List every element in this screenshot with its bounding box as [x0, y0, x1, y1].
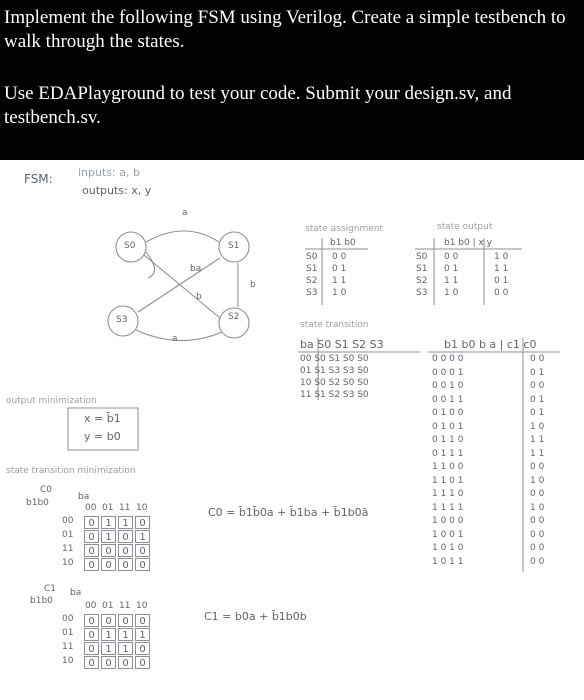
fsm-outputs: outputs: x, y: [82, 184, 152, 197]
kmap-cell: 0: [84, 558, 99, 571]
kmap-cell: 1: [118, 642, 133, 655]
kmap-col-head: 10: [136, 601, 148, 611]
truth-table-inputs: 1 0 1 1: [432, 556, 464, 567]
kmap-cell: 0: [101, 614, 116, 627]
kmap-cell: 0: [118, 656, 133, 669]
kmap-cell: 0: [84, 516, 99, 529]
edge-label-a: a: [182, 208, 188, 218]
truth-table-outputs: 0 0: [530, 354, 545, 364]
truth-table-inputs: 0 0 1 0: [432, 381, 464, 391]
kmap-col-head: 10: [136, 503, 148, 513]
truth-table-inputs: 0 0 0 0: [432, 354, 464, 364]
kmap-cell: 1: [135, 530, 150, 543]
kmap-row-head: 00: [62, 516, 74, 526]
c0-equation: C0 = b̄1b̄0a + b̄1ba + b̄1b0ā: [208, 506, 369, 519]
edge-label-a2: a: [172, 334, 178, 344]
kmap-cell: 1: [118, 628, 133, 641]
truth-table-inputs: 0 1 1 1: [432, 448, 464, 459]
kmap-c0-label: C0: [40, 485, 53, 495]
state-assignment-state: S2: [306, 276, 318, 286]
state-output-code: 0 0: [444, 252, 459, 262]
truth-table-header: b1 b0 b a | c1 c0: [444, 338, 537, 351]
truth-table-inputs: 0 1 1 0: [432, 435, 464, 445]
kmap-row-head: 00: [62, 614, 74, 624]
output-x-equation: x = b̄1: [84, 412, 121, 425]
edge-label-ba: ba: [190, 264, 202, 274]
truth-table-outputs: 0 0: [530, 543, 545, 553]
state-output-code: 0 1: [444, 264, 459, 274]
question-header: [0, 0, 584, 160]
kmap-row-head: 11: [62, 642, 74, 652]
truth-table-inputs: 0 1 0 0: [432, 408, 464, 418]
truth-table-outputs: 1 1: [530, 448, 545, 459]
handwritten-notes-image: [0, 160, 584, 700]
truth-table-inputs: 1 0 0 0: [432, 516, 464, 526]
kmap-cell: 0: [101, 656, 116, 669]
transition-min-title: state transition minimization: [6, 466, 136, 476]
kmap-col-head: 01: [102, 601, 114, 611]
kmap-cell: 0: [84, 614, 99, 627]
kmap-cell: 0: [135, 516, 150, 529]
state-assignment-code: 0 1: [332, 264, 347, 274]
kmap-cell: 0: [118, 558, 133, 571]
state-transition-row: 10 S0 S2 S0 S0: [300, 378, 369, 388]
kmap-c1-label: C1: [44, 584, 57, 594]
output-y-equation: y = b0: [84, 430, 121, 443]
truth-table-outputs: 0 1: [530, 408, 545, 418]
truth-table-outputs: 0 0: [530, 381, 545, 391]
kmap-row-head: 01: [62, 628, 74, 638]
truth-table-outputs: 1 0: [530, 421, 545, 432]
state-output-state: S3: [416, 288, 428, 298]
kmap-row-head: 01: [62, 530, 74, 540]
truth-table-outputs: 0 0: [530, 462, 545, 472]
truth-table-inputs: 1 1 0 1: [432, 475, 464, 486]
kmap-cell: 0: [84, 530, 99, 543]
state-assignment-title: state assignment: [305, 224, 384, 234]
kmap-row-head: 10: [62, 558, 74, 568]
state-assignment-code: 1 0: [332, 288, 347, 298]
kmap-cell: 0: [118, 530, 133, 543]
kmap-c1-rows-label: b1b0: [30, 596, 53, 606]
fsm-inputs: inputs: a, b: [78, 166, 140, 179]
truth-table-inputs: 0 1 0 1: [432, 421, 464, 432]
question-paragraph-2: Use EDAPlayground to test your code. Submit your design.sv, and testbench.sv.: [4, 83, 512, 128]
state-output-xy: 1 0: [494, 252, 509, 262]
state-output-state: S1: [416, 264, 428, 274]
kmap-row-head: 10: [62, 656, 74, 666]
truth-table-outputs: 0 1: [530, 367, 545, 378]
truth-table-outputs: 0 0: [530, 529, 545, 540]
state-transition-row: 11 S1 S2 S3 S0: [300, 390, 369, 400]
kmap-cell: 0: [118, 544, 133, 557]
truth-table-inputs: 0 0 1 1: [432, 394, 464, 405]
state-output-title: state output: [437, 222, 493, 232]
kmap-row-head: 11: [62, 544, 74, 554]
kmap-cell: 0: [84, 642, 99, 655]
kmap-cell: 1: [101, 628, 116, 641]
kmap-cell: 1: [101, 516, 116, 529]
state-output-code: 1 1: [444, 276, 459, 286]
state-assignment-state: S1: [306, 264, 318, 274]
kmap-cell: 0: [135, 642, 150, 655]
truth-table-outputs: 0 0: [530, 516, 545, 526]
truth-table-outputs: 1 1: [530, 435, 545, 445]
fsm-label: FSM:: [24, 172, 53, 186]
state-output-xy: 1 1: [494, 264, 509, 274]
state-transition-row: 01 S1 S3 S3 S0: [300, 366, 369, 376]
truth-table-outputs: 0 0: [530, 556, 545, 567]
state-assignment-code: 1 1: [332, 276, 347, 286]
kmap-cell: 0: [84, 544, 99, 557]
truth-table-inputs: 1 1 0 0: [432, 462, 464, 472]
truth-table-inputs: 1 1 1 1: [432, 502, 464, 513]
c1-equation: C1 = b0a + b̄1b0b: [204, 610, 307, 623]
truth-table-inputs: 1 0 1 0: [432, 543, 464, 553]
kmap-cell: 0: [135, 614, 150, 627]
kmap-cell: 0: [135, 656, 150, 669]
kmap-cell: 0: [135, 544, 150, 557]
state-transition-header: ba S0 S1 S2 S3: [300, 338, 384, 351]
state-output-xy: 0 0: [494, 288, 509, 298]
kmap-col-head: 01: [102, 503, 114, 513]
kmap-cell: 1: [135, 628, 150, 641]
truth-table-inputs: 1 1 1 0: [432, 489, 464, 499]
kmap-cell: 0: [118, 614, 133, 627]
kmap-col-head: 00: [85, 601, 97, 611]
kmap-cell: 1: [101, 530, 116, 543]
kmap-c1-cols-label: ba: [70, 588, 82, 598]
kmap-cell: 0: [101, 558, 116, 571]
edge-label-b: b: [250, 280, 256, 290]
state-output-header: b1 b0 | x y: [444, 238, 493, 248]
state-output-code: 1 0: [444, 288, 459, 298]
state-s0-label: S0: [124, 241, 136, 251]
state-s1-label: S1: [228, 241, 240, 251]
kmap-c0-rows-label: b1b0: [26, 498, 49, 508]
state-assignment-code: 0 0: [332, 252, 347, 262]
truth-table-outputs: 0 1: [530, 394, 545, 405]
kmap-col-head: 11: [119, 601, 131, 611]
state-output-xy: 0 1: [494, 276, 509, 286]
kmap-col-head: 00: [85, 503, 97, 513]
kmap-c0-cols-label: ba: [78, 492, 90, 502]
kmap-cell: 0: [84, 628, 99, 641]
truth-table-outputs: 0 0: [530, 489, 545, 499]
truth-table-outputs: 1 0: [530, 475, 545, 486]
kmap-col-head: 11: [119, 503, 131, 513]
truth-table-inputs: 0 0 0 1: [432, 367, 464, 378]
state-output-state: S0: [416, 252, 428, 262]
kmap-cell: 0: [84, 656, 99, 669]
question-paragraph-1: Implement the following FSM using Verilog. Create a simple testbench to walk through the states.: [4, 7, 566, 52]
kmap-cell: 0: [135, 558, 150, 571]
truth-table-inputs: 1 0 0 1: [432, 529, 464, 540]
state-assignment-state: S0: [306, 252, 318, 262]
output-min-title: output minimization: [6, 396, 97, 406]
truth-table-outputs: 1 0: [530, 502, 545, 513]
state-transition-row: 00 S0 S1 S0 S0: [300, 354, 369, 364]
edge-label-b2: b: [196, 292, 202, 302]
state-transition-title: state transition: [300, 320, 369, 330]
kmap-cell: 0: [101, 544, 116, 557]
state-s3-label: S3: [116, 315, 128, 325]
state-s2-label: S2: [228, 312, 240, 322]
kmap-cell: 1: [118, 516, 133, 529]
state-assignment-header: b1 b0: [330, 238, 356, 248]
state-assignment-state: S3: [306, 288, 318, 298]
state-output-state: S2: [416, 276, 428, 286]
kmap-cell: 1: [101, 642, 116, 655]
